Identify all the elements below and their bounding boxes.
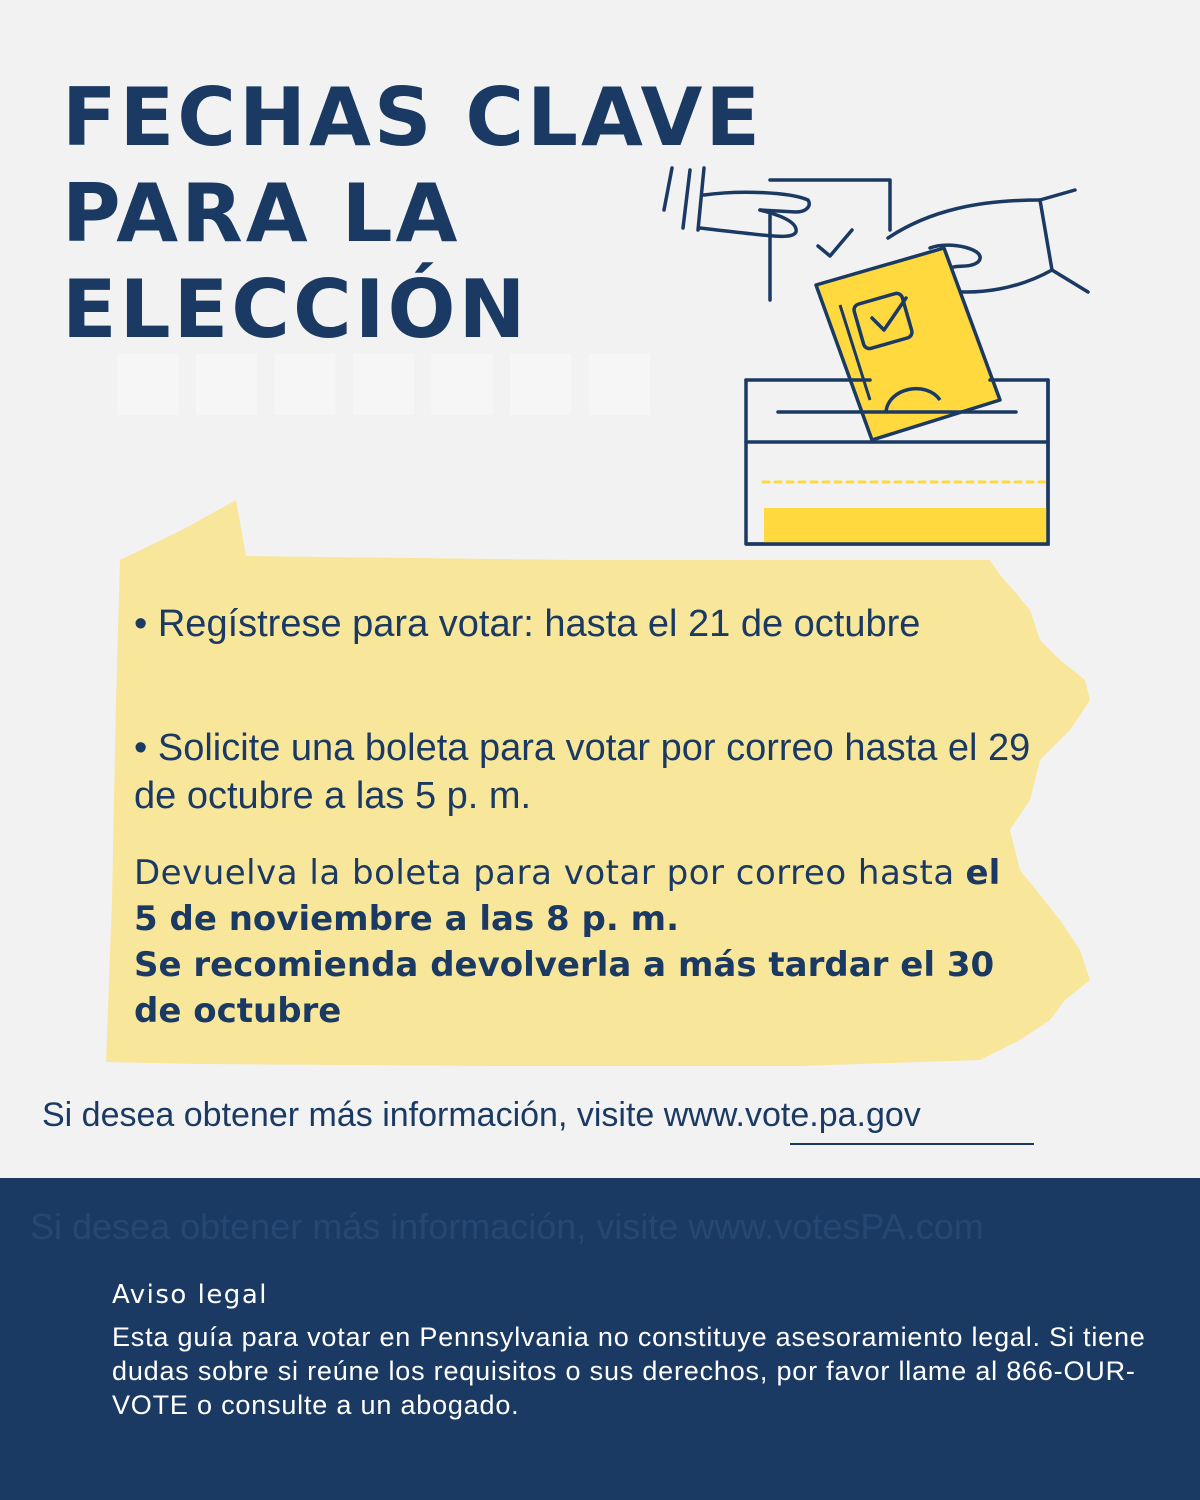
title-line-3: ELECCIÓN	[62, 263, 529, 356]
title-line-2: PARA LA	[62, 167, 461, 260]
title-line-1: FECHAS CLAVE	[62, 71, 764, 164]
return-ballot-deadline	[134, 850, 1034, 1034]
legal-text: Esta guía para votar en Pennsylvania no constituye asesoramiento legal. Si tiene dudas sobre si reúne los requisitos o sus derechos, por favor llame al 866-OUR-VOTE o consulte a un abogado.	[112, 1322, 1146, 1420]
return-recommendation: Se recomienda devolverla a más tardar el 30 de octubre	[134, 945, 995, 1031]
return-prefix: Devuelva la boleta para votar por correo hasta	[134, 853, 955, 893]
footer	[0, 1178, 1200, 1500]
footer-ghost-text: Si desea obtener más información, visite www.votesPA.com	[30, 1206, 984, 1247]
more-info-link-text[interactable]: Si desea obtener más información, visite www.vote.pa.gov	[42, 1096, 921, 1134]
register-deadline: • Regístrese para votar: hasta el 21 de octubre	[134, 603, 921, 645]
return-deadline: el 5 de noviembre a las 8 p. m.	[134, 853, 1001, 939]
request-ballot-deadline: • Solicite una boleta para votar por correo hasta el 29 de octubre a las 5 p. m.	[134, 727, 1031, 817]
link-underline	[790, 1143, 1034, 1145]
legal-heading: Aviso legal	[112, 1280, 268, 1310]
ghost-decoration: ■■■■■■■	[110, 331, 661, 424]
